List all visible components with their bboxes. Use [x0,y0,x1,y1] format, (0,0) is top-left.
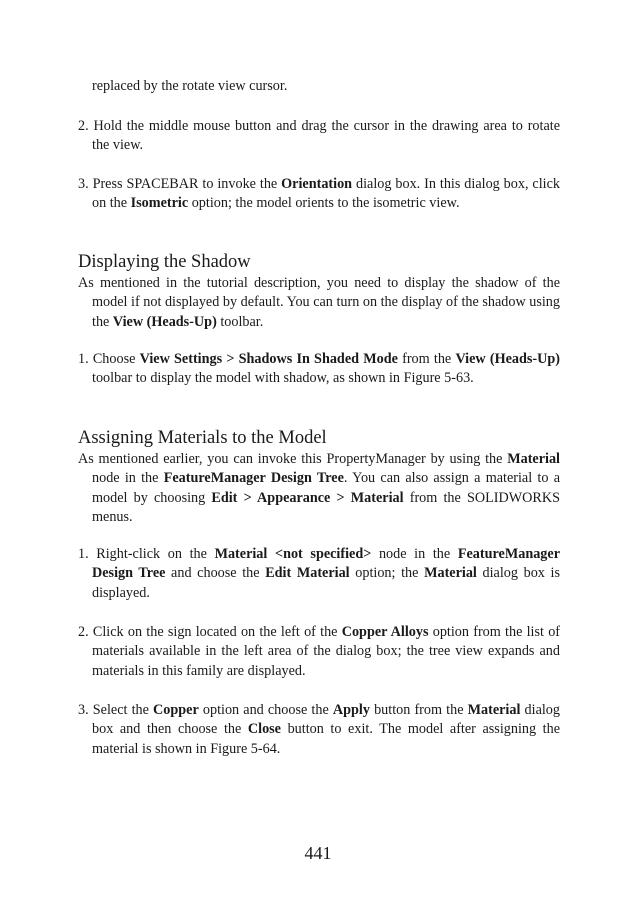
text-run: from the [397,351,456,367]
bold-term: Copper Alloys [341,624,429,640]
bold-term: Material [507,451,560,467]
text-run: and choose the [165,565,266,582]
section-heading-materials: Assigning Materials to the Model [78,428,327,448]
bold-term: Close [247,721,281,738]
text-run: option from the list of materials available in the left area of the dialog box; the tree view expands and materials in this family are displayed. [92,624,561,679]
bold-term: View (Heads-Up) [112,313,217,330]
bold-term: View (Heads-Up) [455,351,560,367]
text-run: button from the [369,702,468,718]
text-run: 3. Press SPACEBAR to invoke the [78,176,282,192]
text-run: node in the [371,546,458,562]
bold-term: FeatureManager Design Tree [92,546,560,582]
text-run: button to exit. The model after assigning the material is shown in Figure 5-64. [92,721,560,757]
text-run: 2. Hold the middle mouse button and drag the cursor in the drawing area to rotate the view. [78,118,560,154]
bold-term: Material [424,565,477,582]
bold-term: Edit > Appearance > Material [211,489,404,506]
bold-term: Edit Material [265,565,350,582]
step-3-orientation [78,175,560,214]
text-run: from the SOLIDWORKS menus. [92,489,560,526]
bold-term: Orientation [281,176,353,192]
text-run: As mentioned in the tutorial description, you need to display the shadow of the model if not displayed by default. You can turn on the display of the shadow using the [78,275,560,330]
text-run: dialog box is displayed. [92,565,560,601]
text-run: 1. Right-click on the [78,546,215,562]
text-run: node in the [92,470,164,487]
text-run: option; the model orients to the isometric view. [188,195,460,212]
materials-intro-paragraph [78,450,560,528]
text-run: . You can also assign a material to a model by choosing [92,470,560,506]
bold-term: Apply [332,702,370,718]
bold-term: Isometric [130,195,189,212]
shadow-intro-paragraph [78,274,560,332]
text-run: dialog box. In this dialog box, click on the [92,176,560,212]
bold-term: View Settings > Shadows In Shaded Mode [139,351,398,367]
text-run: 2. Click on the sign located on the left of the [78,624,342,640]
bold-term: FeatureManager Design Tree [163,470,344,487]
continuation-text: replaced by the rotate view cursor. [92,78,288,94]
text-run: toolbar to display the model with shadow, as shown in Figure 5-63. [92,370,474,387]
bold-term: Material <not specified> [214,546,372,562]
page-number: 441 [304,843,332,863]
text-run: As mentioned earlier, you can invoke this PropertyManager by using the [78,451,508,467]
materials-step-3 [78,701,560,759]
materials-step-2 [78,623,560,681]
text-run: toolbar. [216,313,264,330]
text-run: 3. Select the [78,702,154,718]
text-run: option and choose the [198,702,333,718]
bold-term: Material [467,702,521,718]
materials-step-1 [78,545,560,603]
text-run: 1. Choose [78,351,140,367]
bold-term: Copper [153,702,199,718]
step-2-rotate [78,117,560,156]
text-run: option; the [349,565,425,582]
shadow-step-1 [78,350,560,389]
section-heading-shadow: Displaying the Shadow [78,252,251,272]
text-run: dialog box and then choose the [92,702,560,738]
